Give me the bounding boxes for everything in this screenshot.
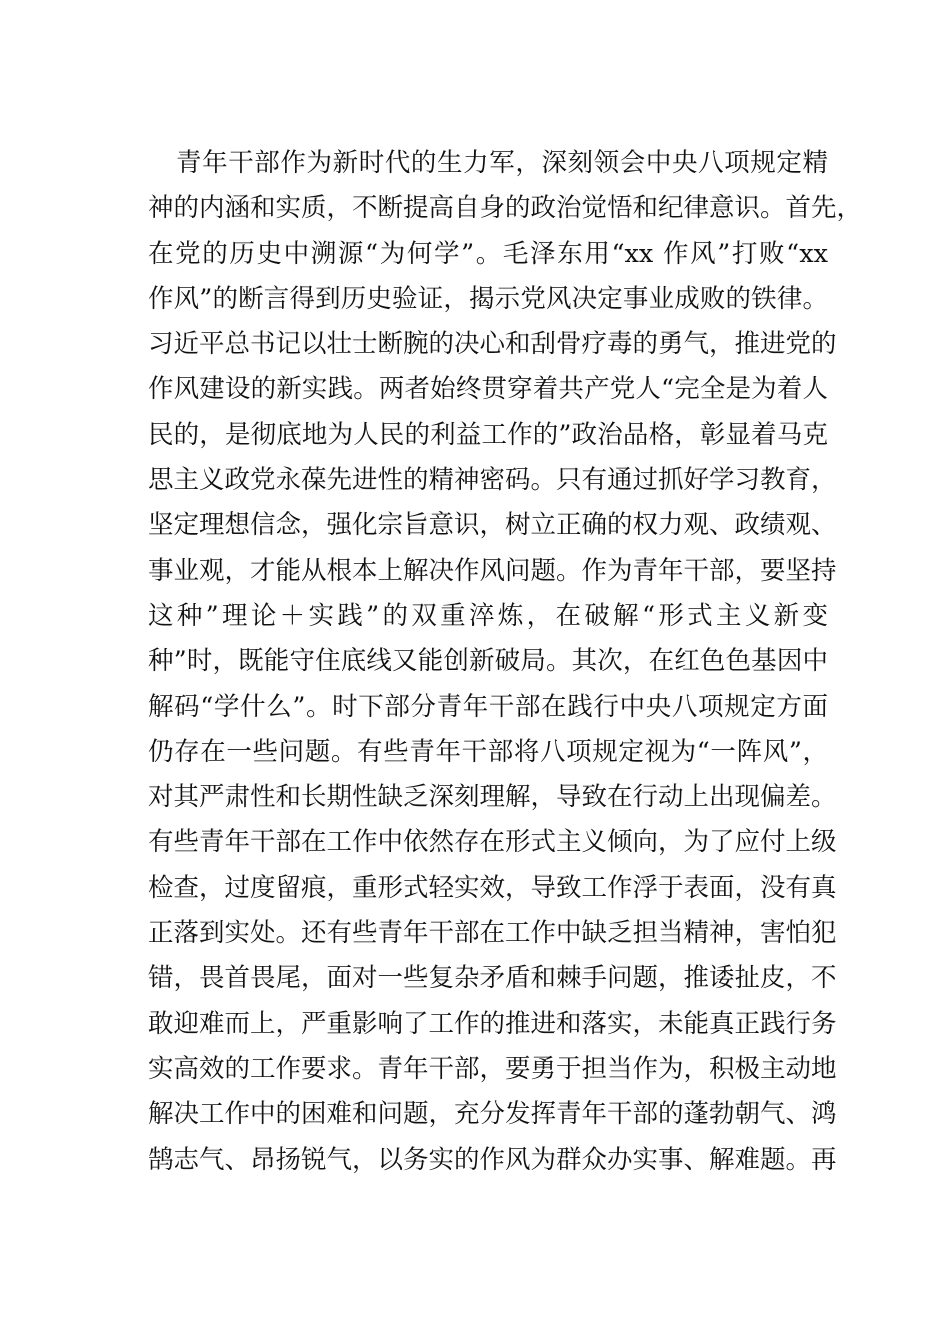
body-paragraph (148, 141, 863, 1183)
paragraph-line: 这种”理论＋实践”的双重淬炼，在破解“形式主义新变 (148, 600, 828, 631)
paragraph-line: 仍存在一些问题。有些青年干部将八项规定视为“一阵风”， (148, 736, 828, 767)
paragraph-line: 青年干部作为新时代的生力军，深刻领会中央八项规定精 (176, 148, 828, 178)
paragraph-line: 对其严肃性和长期性缺乏深刻理解，导致在行动上出现偏差。 (148, 782, 837, 813)
paragraph-line: 有些青年干部在工作中依然存在形式主义倾向，为了应付上级 (148, 827, 837, 858)
paragraph-line: 坚定理想信念，强化宗旨意识，树立正确的权力观、政绩观、 (148, 510, 837, 541)
paragraph-line: 事业观，才能从根本上解决作风问题。作为青年干部，要坚持 (148, 555, 837, 586)
paragraph-line: 解码“学什么”。时下部分青年干部在践行中央八项规定方面 (148, 691, 828, 722)
paragraph-line: 正落到实处。还有些青年干部在工作中缺乏担当精神，害怕犯 (148, 918, 837, 949)
paragraph-line: 作风建设的新实践。两者始终贯穿着共产党人“完全是为着人 (148, 374, 828, 405)
paragraph-line: 习近平总书记以壮士断腕的决心和刮骨疗毒的勇气，推进党的 (148, 329, 837, 360)
paragraph-line: 种”时，既能守住底线又能创新破局。其次，在红色色基因中 (148, 646, 828, 677)
paragraph-line: 民的，是彻底地为人民的利益工作的”政治品格，彰显着马克 (148, 419, 828, 450)
paragraph-line: 错，畏首畏尾，面对一些复杂矛盾和棘手问题，推诿扯皮，不 (148, 963, 837, 994)
paragraph-line: 思主义政党永葆先进性的精神密码。只有通过抓好学习教育， (148, 465, 837, 496)
paragraph-line: 神的内涵和实质，不断提高自身的政治觉悟和纪律意识。首先， (148, 193, 863, 224)
paragraph-line: 敢迎难而上，严重影响了工作的推进和落实，未能真正践行务 (148, 1008, 837, 1039)
paragraph-line: 在党的历史中溯源“为何学”。毛泽东用“xx 作风”打败“xx (148, 238, 828, 269)
paragraph-line: 作风”的断言得到历史验证，揭示党风决定事业成败的铁律。 (148, 283, 828, 314)
paragraph-line: 检查，过度留痕，重形式轻实效，导致工作浮于表面，没有真 (148, 872, 837, 903)
paragraph-line: 鹄志气、昂扬锐气，以务实的作风为群众办实事、解难题。再 (148, 1144, 837, 1175)
paragraph-line: 实高效的工作要求。青年干部，要勇于担当作为，积极主动地 (148, 1053, 837, 1084)
paragraph-line: 解决工作中的困难和问题，充分发挥青年干部的蓬勃朝气、鸿 (148, 1099, 837, 1130)
